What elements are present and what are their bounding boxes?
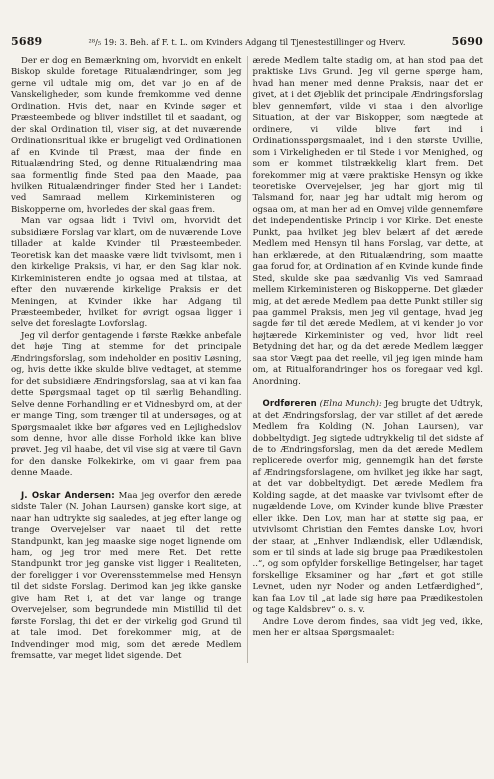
right-column bbox=[248, 56, 484, 663]
page-number-right: 5690 bbox=[451, 35, 483, 48]
page-header bbox=[11, 36, 483, 48]
speech-text: Maa jeg overfor den ærede sidste Taler (N. Johan Laursen) ganske kort sige, at naar han udtrykte sig saaledes, at jeg efter lange og trange Overvejelser var naaet til det rette Standpunkt, kan jeg maaske sige noget lignende om ham, og jeg tror med mere Ret. Det rette Standpunkt tror jeg ganske vist ligger i Realiteten, der foreligger i vor Overensstemmelse med Hensyn til det sidste Forslag. Derimod kan jeg ikke ganske give ham Ret i, at det var lange og trange Overvejelser, som begrundede min Mistillid til det første Forslag, thi det er der virkelig god Grund til at tale imod. Det forekommer mig, at de Indvendinger mod mig, som det ærede Medlem fremsatte, var meget lidet sigende. Det bbox=[11, 490, 242, 662]
speech-paragraph bbox=[11, 491, 242, 663]
page-number-left: 5689 bbox=[11, 35, 43, 48]
speech-text: Jeg brugte det Udtryk, at det Ændringsforslag, der var stillet af det ærede Medlem fra Kolding (N. Johan Laursen), var dobbeltydigt. Jeg sigtede udtrykkelig til det sidste af de to Ændringsforslag, men da det ærede Medlem replicerede overfor mig, gennemgik han det første af Ændringsforslagene, om hvilket jeg ikke har sagt, at det var dobbeltydigt. Det ærede Medlem fra Kolding sagde, at det maaske var tvivlsomt efter de nugældende Love, om Kvinder kunde blive Præster eller ikke. Den Lov, man har at støtte sig paa, er utvivlsomt Christian den Femtes danske Lov, hvori der staar, at „Enhver Indlændisk, eller Udlændisk, som er til sinds at lade sig bruge paa Prædikestolen ..“, og som opfylder forskellige Betingelser, har taget forskellige Eksaminer og har „ført et got stille Levnet, uden nyr Noder og anden Letfærdighed“, kan faa Lov til „at lade sig høre paa Prædikestolen og tage Kaldsbrev“ o. s. v. bbox=[252, 399, 483, 616]
paragraph: Andre Love derom findes, saa vidt jeg ved, ikke, men her er altsaa Spørgsmaalet: bbox=[252, 616, 483, 639]
paragraph: Jeg vil derfor gentagende i første Række anbefale det høje Ting at stemme for det principale Ændringsforslag, som indeholder en positiv Løsning, og, hvis dette ikke skulde blive vedtaget, at stemme for det subsidiære Ændringsforslag, saa at vi kan faa dette Spørgsmaal taget op til særlig Behandling. Selve denne Forhandling er et Vidnesbyrd om, at der er mange Ting, som trænger til at undersøges, og at Spørgsmaalet ikke bør afgøres ved en Lejlighedslov som denne, hvor alle disse Forhold ikke kan blive prøvet. Jeg vil haabe, det vil vise sig at være til Gavn for den danske Folkekirke, om vi gaar frem paa denne Maade. bbox=[11, 330, 242, 479]
speech-paragraph bbox=[253, 399, 484, 617]
speaker-note: (Elna Munch): bbox=[319, 399, 382, 410]
running-title: ²⁸/₅ 19: 3. Beh. af F. t. L. om Kvinders Adgang til Tjenestestillinger og Hverv. bbox=[88, 37, 406, 47]
paragraph: Man var ogsaa lidt i Tvivl om, hvorvidt det subsidiære Forslag var klart, om de nuværende Love tillader at kalde Kvinder til Præsteembeder. Teoretisk kan det maaske være lidt tvivlsomt, men i den kirkelige Praksis, vi har, er den Sag klar nok. Kirkeministeren endte jo ogsaa med at tilstaa, at efter den nuværende kirkelige Praksis er det Meningen, at Kvinder ikke har Adgang til Præsteembeder, hvilket for øvrigt ogsaa ligger i selve det foreslagte Lovforslag. bbox=[11, 216, 242, 330]
spacer bbox=[11, 480, 242, 491]
paragraph: Der er dog en Bemærkning om, hvorvidt en enkelt Biskop skulde foretage Ritualændringer, som jeg gerne vil udtale mig om, det var jo en af de Vanskeligheder, som kunde fremkomme ved denne Ordination. Hvis det, naar en Kvinde søger et Præsteembede og bliver indstillet til et saadant, og der skal Ordination til, viser sig, at det nuværende Ordinationsritual ikke er brugeligt ved Ordinationen af en Kvinde til Præst, maa der finde en Ritualændring Sted, og denne Ritualændring maa saa formentlig finde Sted paa den Maade, paa hvilken Ritualændringer finder Sted her i Landet: ved Samraad mellem Kirkeministeren og Biskopperne om, hvorledes der skal gaas frem. bbox=[11, 56, 242, 215]
text-columns bbox=[11, 56, 483, 663]
left-column bbox=[11, 56, 248, 663]
paragraph: ærede Medlem talte stadig om, at han stod paa det praktiske Livs Grund. Jeg vil gerne spørge ham, hvad han mener med denne Praksis, naar det er givet, at i det Øjeblik det principale Ændringsforslag blev gennemført, vilde vi staa i den alvorlige Situation, at der var Biskopper, som nægtede at ordinere, vi vilde blive ført ind i Ordinationsspørgsmaalet, ind i den største Uvillie, som i Virkeligheden er til Stede i vor Menighed, og som er kommet tilstrækkelig klart frem. Det forekommer mig at være praktiske Hensyn og ikke teoretiske Overvejelser, jeg har gjort mig til Talsmand for, naar jeg har udtalt mig herom og ogsaa om, at man her ad en Omvej vilde gennemføre det independentiske Princip i vor Kirke. Det eneste Punkt, paa hvilket jeg blev belært af det ærede Medlem med Hensyn til hans Forslag, var dette, at han erklærede, at den Ritualændring, som maatte gaa forud for, at Ordination af en Kvinde kunde finde Sted, skulde ske paa sædvanlig Vis ved Samraad mellem Kirkeministeren og Biskopperne. Det glæder mig, at det ærede Medlem paa dette Punkt stiller sig paa gammel Praksis, men jeg vil gentage, hvad jeg sagde før til det ærede Medlem, at vi kender jo vor højtærede Kirkeminister og ved, hvor lidt reel Betydning det har, og da det ærede Medlem lægger saa stor Vægt paa det reelle, vil jeg igen minde ham om, at Ritualforandringer hos os foregaar ved kgl. Anordning. bbox=[252, 56, 483, 387]
speaker-name: J. Oskar Andersen: bbox=[21, 490, 115, 501]
spacer bbox=[253, 388, 484, 399]
speaker-name: Ordføreren bbox=[262, 399, 317, 410]
